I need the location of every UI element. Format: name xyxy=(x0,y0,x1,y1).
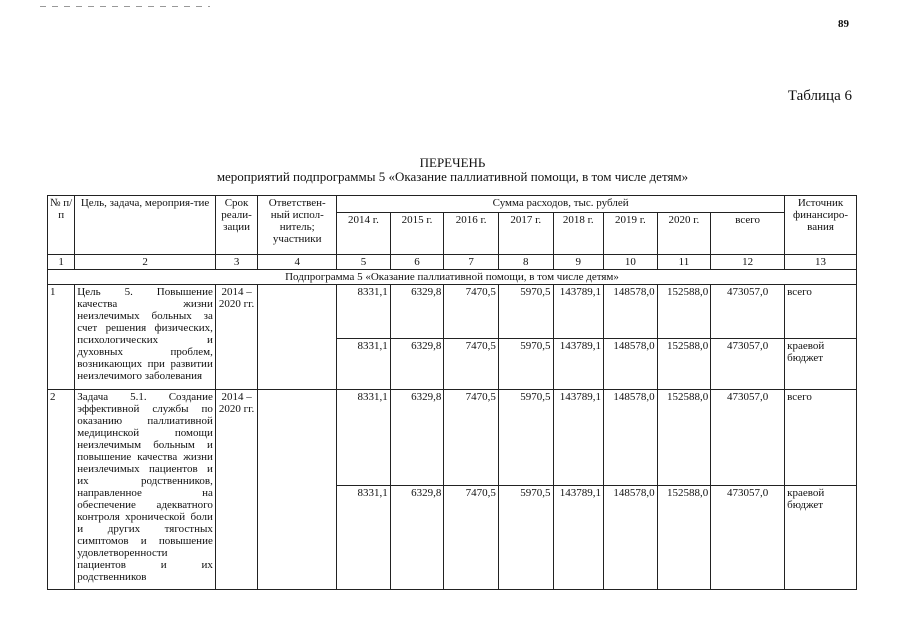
column-number: 4 xyxy=(258,255,337,270)
header-year: 2014 г. xyxy=(337,213,391,255)
row-source: всего xyxy=(785,390,857,486)
row-goal: Цель 5. Повышение качества жизни неизлечимых больных за счет решения физических, психологических и духовных проблем, возникающих при развитии неизлечимого заболевания xyxy=(75,285,216,390)
column-number: 2 xyxy=(75,255,216,270)
row-source: краевой бюджет xyxy=(785,339,857,390)
row-responsible xyxy=(258,285,337,390)
header-responsible: Ответствен-ный испол-нитель; участники xyxy=(258,196,337,255)
row-source: краевой бюджет xyxy=(785,486,857,590)
column-number: 13 xyxy=(785,255,857,270)
value-2016: 7470,5 xyxy=(444,339,499,390)
value-2014: 8331,1 xyxy=(337,339,391,390)
header-year: 2015 г. xyxy=(390,213,444,255)
column-number: 8 xyxy=(498,255,553,270)
value-2015: 6329,8 xyxy=(390,285,444,339)
value-2018: 143789,1 xyxy=(553,339,604,390)
table-row xyxy=(48,390,857,486)
table-label: Таблица 6 xyxy=(787,88,852,104)
header-total: всего xyxy=(711,213,785,255)
value-2019: 148578,0 xyxy=(604,339,658,390)
header-source: Источник финансиро-вания xyxy=(785,196,857,255)
value-2017: 5970,5 xyxy=(498,339,553,390)
value-2019: 148578,0 xyxy=(604,390,658,486)
value-2015: 6329,8 xyxy=(390,486,444,590)
column-number: 9 xyxy=(553,255,604,270)
header-sum-group: Сумма расходов, тыс. рублей xyxy=(337,196,785,213)
value-2014: 8331,1 xyxy=(337,486,391,590)
table-row xyxy=(48,285,857,339)
column-number: 11 xyxy=(657,255,711,270)
row-num: 1 xyxy=(48,285,75,390)
value-total: 473057,0 xyxy=(711,486,785,590)
value-2016: 7470,5 xyxy=(444,390,499,486)
header-num: № п/п xyxy=(48,196,75,255)
header-year: 2019 г. xyxy=(604,213,658,255)
value-total: 473057,0 xyxy=(711,390,785,486)
header-year: 2016 г. xyxy=(444,213,499,255)
column-number: 10 xyxy=(604,255,658,270)
column-number: 7 xyxy=(444,255,499,270)
subprogram-row: Подпрограмма 5 «Оказание паллиативной помощи, в том числе детям» xyxy=(48,270,857,285)
value-2017: 5970,5 xyxy=(498,285,553,339)
row-period: 2014 – 2020 гг. xyxy=(215,285,257,390)
value-2018: 143789,1 xyxy=(553,390,604,486)
page-number: 89 xyxy=(838,18,849,30)
value-2015: 6329,8 xyxy=(390,390,444,486)
value-2014: 8331,1 xyxy=(337,285,391,339)
value-2018: 143789,1 xyxy=(553,486,604,590)
value-total: 473057,0 xyxy=(711,339,785,390)
value-2018: 143789,1 xyxy=(553,285,604,339)
row-goal: Задача 5.1. Создание эффективной службы по оказанию паллиативной медицинской помощи неизлечимым больным и повышение качества жизни неизлечимых пациентов и их родственников, направленное на обеспечение адекватного контроля хронической боли и других тягостных симптомов и повышение удовлетворенности пациентов и их родственников xyxy=(75,390,216,590)
value-2017: 5970,5 xyxy=(498,390,553,486)
row-period: 2014 – 2020 гг. xyxy=(215,390,257,590)
document-subtitle: мероприятий подпрограммы 5 «Оказание паллиативной помощи, в том числе детям» xyxy=(216,169,689,184)
value-2019: 148578,0 xyxy=(604,285,658,339)
row-num: 2 xyxy=(48,390,75,590)
activities-table xyxy=(47,195,857,590)
column-number: 6 xyxy=(390,255,444,270)
column-number: 5 xyxy=(337,255,391,270)
header-year: 2017 г. xyxy=(498,213,553,255)
value-2017: 5970,5 xyxy=(498,486,553,590)
row-source: всего xyxy=(785,285,857,339)
value-2020: 152588,0 xyxy=(657,486,711,590)
value-2019: 148578,0 xyxy=(604,486,658,590)
value-2016: 7470,5 xyxy=(444,285,499,339)
value-2020: 152588,0 xyxy=(657,339,711,390)
column-number: 1 xyxy=(48,255,75,270)
scan-artifact xyxy=(40,6,210,7)
value-2014: 8331,1 xyxy=(337,390,391,486)
header-year: 2018 г. xyxy=(553,213,604,255)
value-2016: 7470,5 xyxy=(444,486,499,590)
header-year: 2020 г. xyxy=(657,213,711,255)
value-2020: 152588,0 xyxy=(657,285,711,339)
header-goal: Цель, задача, мероприя-тие xyxy=(75,196,216,255)
value-2015: 6329,8 xyxy=(390,339,444,390)
value-total: 473057,0 xyxy=(711,285,785,339)
column-number: 12 xyxy=(711,255,785,270)
header-period: Срок реали-зации xyxy=(215,196,257,255)
value-2020: 152588,0 xyxy=(657,390,711,486)
document-title: ПЕРЕЧЕНЬ xyxy=(419,155,486,170)
row-responsible xyxy=(258,390,337,590)
column-number: 3 xyxy=(215,255,257,270)
